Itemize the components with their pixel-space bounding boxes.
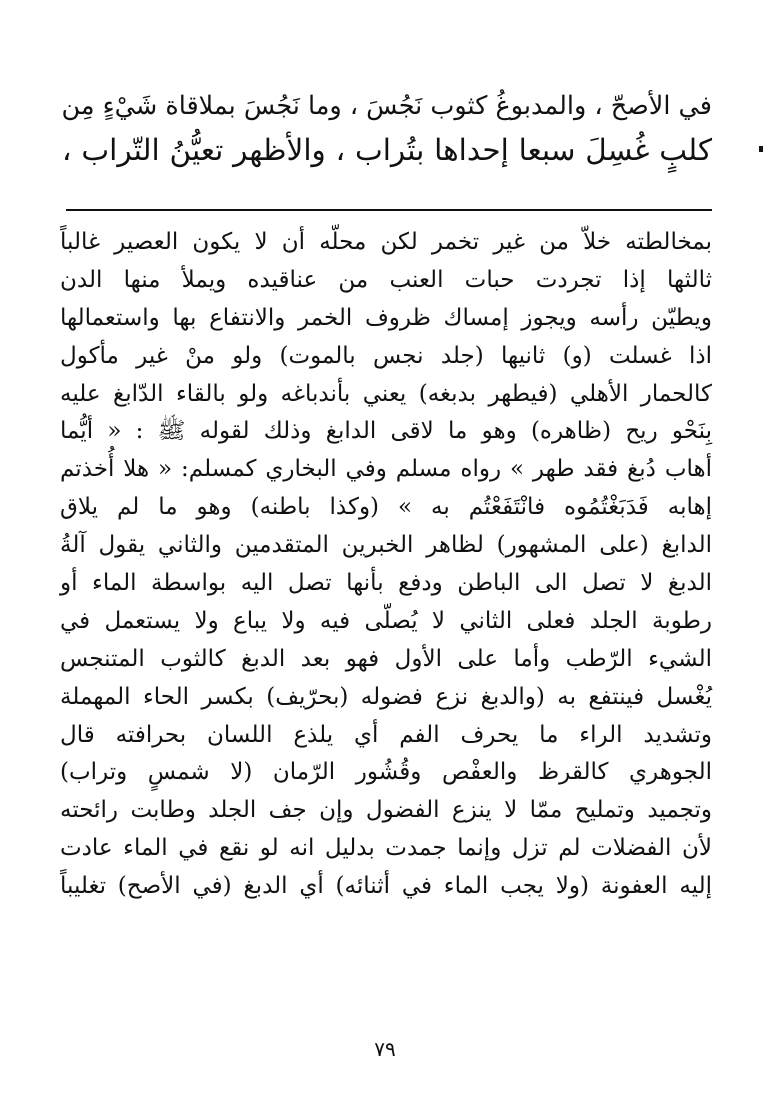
commentary-line: إليه العفونة (ولا يجب الماء في أثنائه) أي الدبغ (في الأصح) تغليباً <box>60 873 712 900</box>
commentary-line: أهاب دُبغ فقد طهر » رواه مسلم وفي البخاري كمسلم: « هلا أُخذتم <box>60 456 712 483</box>
commentary-line: وتجميد وتمليح ممّا لا ينزع الفضول وإن جف الجلد وطابت رائحته <box>60 797 712 824</box>
commentary-line: بِنَحْو ريح (ظاهره) وهو ما لاقى الدابغ وذلك لقوله ﷺ : « أيُّما <box>60 418 712 445</box>
scan-speck <box>759 146 763 152</box>
commentary-line: ثالثها إذا تجردت حبات العنب من عناقيده ويملأ منها الدن <box>60 266 712 293</box>
main-text-line: في الأصحّ ، والمدبوغُ كثوب نَجُسَ ، وما نَجُسَ بملاقاة شَيْءٍ مِن <box>61 91 712 121</box>
main-text-line: كلبٍ غُسِلَ سبعا إحداها بتُراب ، والأظهر تعيُّنُ التّراب ، <box>62 133 712 167</box>
separator-rule <box>66 209 712 211</box>
commentary-line: يُغْسل فينتفع به (والدبغ نزع فضوله (بحرّيف) بكسر الحاء المهملة <box>60 683 712 710</box>
commentary-line: وتشديد الراء ما يحرف الفم أي يلذع اللسان بحرافته قال <box>60 721 712 748</box>
commentary-line: كالحمار الأهلي (فيطهر بدبغه) يعني بأندباغه ولو بالقاء الدّابغ عليه <box>60 380 712 407</box>
commentary-line: اذا غسلت (و) ثانيها (جلد نجس بالموت) ولو منْ غير مأكول <box>60 342 712 369</box>
commentary-line: بمخالطته خلاّ من غير تخمر لكن محلّه أن لا يكون العصير غالباً <box>60 229 712 255</box>
commentary-line: الجوهري كالقرظ والعفْص وقُشُور الرّمان (لا شمسٍ وتراب) <box>60 759 712 786</box>
commentary-line: ويطيّن رأسه ويجوز إمساك ظروف الخمر والانتفاع بها واستعمالها <box>60 304 712 331</box>
commentary-line: رطوبة الجلد فعلى الثاني لا يُصلّى فيه ولا يباع ولا يستعمل في <box>60 607 712 634</box>
commentary-line: إهابه فَدَبَغْتُمُوه فانْتَفَعْتُم به » (وكذا باطنه) وهو ما لم يلاق <box>60 494 712 521</box>
commentary-text-block <box>60 224 712 906</box>
commentary-line: الدابغ (على المشهور) لظاهر الخبرين المتقدمين والثاني يقول آلةُ <box>60 532 712 559</box>
commentary-line: الدبغ لا تصل الى الباطن ودفع بأنها تصل اليه بواسطة الماء أو <box>60 570 712 597</box>
commentary-line: لأن الفضلات لم تزل وإنما جمدت بدليل انه لو نقع في الماء عادت <box>60 835 712 862</box>
main-text-block <box>62 84 712 172</box>
page-number: ٧٩ <box>374 1037 396 1061</box>
commentary-line: الشيء الرّطب وأما على الأول فهو بعد الدبغ كالثوب المتنجس <box>60 645 712 672</box>
